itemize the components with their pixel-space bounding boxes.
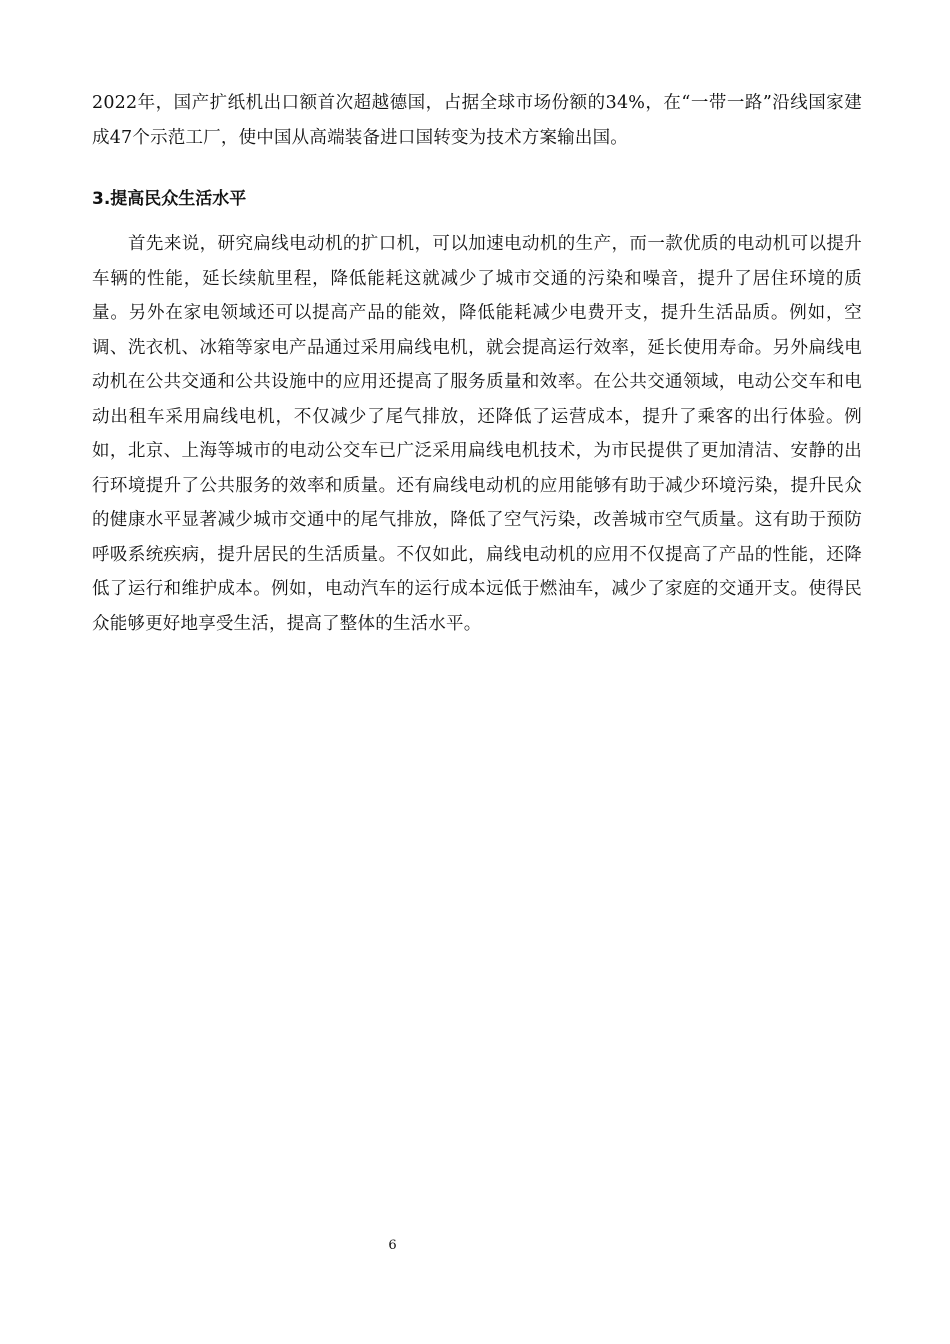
page-number: 6 (388, 1238, 397, 1253)
intro-paragraph: 2022年，国产扩纸机出口额首次超越德国，占据全球市场份额的34%，在“一带一路”沿线国家建成47个示范工厂，使中国从高端装备进口国转变为技术方案输出国。 (92, 93, 862, 148)
section-heading: 3.提高民众生活水平 (92, 189, 247, 209)
body-paragraph: 首先来说，研究扁线电动机的扩口机，可以加速电动机的生产，而一款优质的电动机可以提升车辆的性能，延长续航里程，降低能耗这就减少了城市交通的污染和噪音，提升了居住环境的质量。另外在家电领域还可以提高产品的能效，降低能耗减少电费开支，提升生活品质。例如，空调、洗衣机、冰箱等家电产品通过采用扁线电机，就会提高运行效率，延长使用寿命。另外扁线电动机在公共交通和公共设施中的应用还提高了服务质量和效率。在公共交通领域，电动公交车和电动出租车采用扁线电机，不仅减少了尾气排放，还降低了运营成本，提升了乘客的出行体验。例如，北京、上海等城市的电动公交车已广泛采用扁线电机技术，为市民提供了更加清洁、安静的出行环境提升了公共服务的效率和质量。还有扁线电动机的应用能够有助于减少环境污染，提升民众的健康水平显著减少城市交通中的尾气排放，降低了空气污染，改善城市空气质量。这有助于预防呼吸系统疾病，提升居民的生活质量。不仅如此，扁线电动机的应用不仅提高了产品的性能，还降低了运行和维护成本。例如，电动汽车的运行成本远低于燃油车，减少了家庭的交通开支。使得民众能够更好地享受生活，提高了整体的生活水平。 (92, 234, 862, 634)
